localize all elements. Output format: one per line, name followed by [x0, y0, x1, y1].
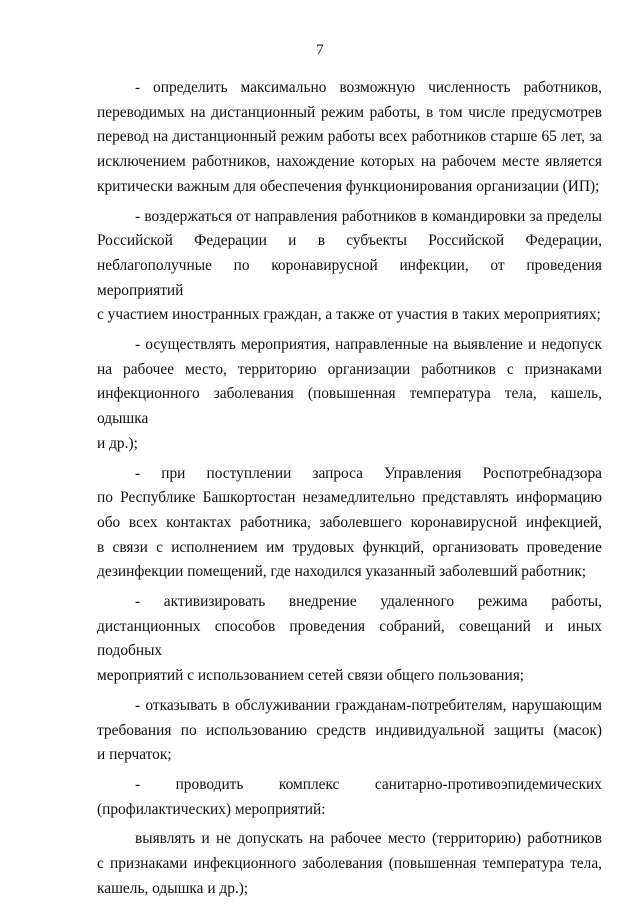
text-line: - определить максимально возможную численность работников, — [135, 79, 602, 96]
paragraph-rospotrebnadzor-request — [97, 462, 602, 586]
text-line: - воздержаться от направления работников в командировки за пределы — [135, 207, 602, 225]
text-line: выявлять и не допускать на рабочее место (территорию) работников — [135, 830, 602, 848]
text-line: кашель, одышка и др.); — [97, 879, 249, 897]
text-line: неблагополучные по коронавирусной инфекции, от проведения мероприятий — [97, 256, 602, 299]
text-line: Российской Федерации и в субъекты Российской Федерации, — [97, 232, 602, 250]
text-line: по Республике Башкортостан незамедлительно представлять информацию — [97, 489, 602, 507]
text-line: в связи с исполнением им трудовых функций, организовать проведение — [97, 538, 602, 556]
text-line: и др.); — [97, 434, 138, 452]
text-line: - осуществлять мероприятия, направленные на выявление и недопуск — [135, 336, 602, 354]
text-line: - отказывать в обслуживании гражданам-потребителям, нарушающим — [135, 696, 602, 714]
text-line: дистанционных способов проведения собраний, совещаний и иных подобных — [97, 617, 602, 660]
text-line: и перчаток; — [97, 746, 172, 764]
page-number: 7 — [316, 42, 324, 58]
text-line: инфекционного заболевания (повышенная температура тела, кашель, одышка — [97, 385, 602, 428]
paragraph-remote-mode — [97, 590, 602, 689]
text-line: переводимых на дистанционный режим работы, в том числе предусмотрев — [97, 103, 602, 121]
text-line: на рабочее место, территорию организации работников с признаками — [97, 360, 602, 378]
text-line: обо всех контактах работника, заболевшего коронавирусной инфекцией, — [97, 513, 602, 531]
text-line: с признаками инфекционного заболевания (повышенная температура тела, — [97, 855, 602, 873]
text-line: перевод на дистанционный режим работы всех работников старше 65 лет, за — [97, 128, 602, 146]
paragraph-detect-workers — [97, 827, 602, 901]
text-line: мероприятий с использованием сетей связи общего пользования; — [97, 667, 525, 685]
paragraph-refuse-service — [97, 694, 602, 768]
text-line: с участием иностранных граждан, а также от участия в таких мероприятиях; — [97, 306, 601, 324]
text-line: исключением работников, нахождение которых на рабочем месте является — [97, 153, 602, 171]
text-line: требования по использованию средств индивидуальной защиты (масок) — [97, 721, 602, 739]
text-line: (профилактических) мероприятий: — [97, 800, 326, 818]
paragraph-screening — [97, 333, 602, 457]
text-line: - при поступлении запроса Управления Роспотребнадзора — [135, 464, 602, 482]
text-line: - проводить комплекс санитарно-противоэпидемических — [135, 775, 602, 793]
document-body — [97, 76, 602, 902]
text-line: - активизировать внедрение удаленного режима работы, — [135, 593, 602, 611]
paragraph-remote-work — [97, 76, 602, 200]
paragraph-sanitary-measures — [97, 773, 602, 822]
text-line: критически важным для обеспечения функционирования организации (ИП); — [97, 177, 600, 195]
paragraph-business-trips — [97, 205, 602, 329]
text-line: дезинфекции помещений, где находился указанный заболевший работник; — [97, 563, 587, 581]
